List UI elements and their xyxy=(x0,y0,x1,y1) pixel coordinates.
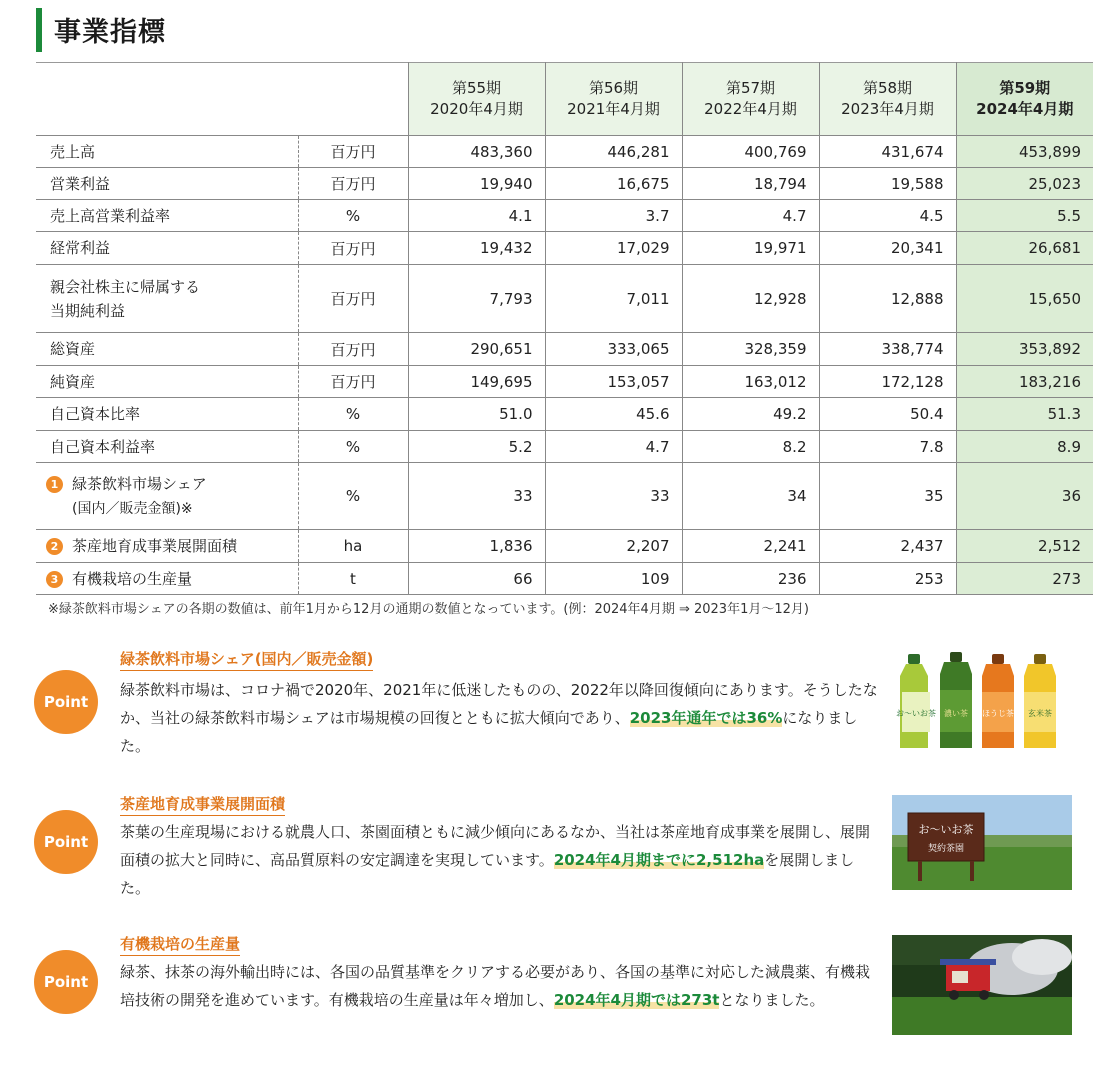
point-2-title: 茶産地育成事業展開面積 xyxy=(120,793,285,816)
row-label: 営業利益 xyxy=(36,168,298,200)
row-unit: % xyxy=(298,463,408,530)
cell-value: 333,065 xyxy=(545,333,682,366)
row-unit: t xyxy=(298,563,408,595)
cell-value: 483,360 xyxy=(408,136,545,168)
svg-text:ほうじ茶: ほうじ茶 xyxy=(982,709,1014,718)
header-blank xyxy=(36,63,408,136)
cell-value: 338,774 xyxy=(819,333,956,366)
cell-value: 18,794 xyxy=(682,168,819,200)
table-header-row xyxy=(36,63,1093,136)
bottle-dark-tea xyxy=(940,652,972,748)
row-label: 親会社株主に帰属する 当期純利益 xyxy=(36,265,298,333)
cell-value-current: 2,512 xyxy=(956,530,1093,563)
cell-value: 153,057 xyxy=(545,366,682,398)
bottle-green-tea xyxy=(896,654,936,748)
table-row xyxy=(36,431,1093,463)
marker-1-icon: 1 xyxy=(46,476,63,493)
point-1-section xyxy=(0,640,1100,780)
cell-value-current: 5.5 xyxy=(956,200,1093,232)
cell-value: 4.7 xyxy=(682,200,819,232)
tea-bottles-image xyxy=(896,646,1072,756)
svg-text:契約茶園: 契約茶園 xyxy=(927,844,965,854)
cell-value: 4.7 xyxy=(545,431,682,463)
row-label: 総資産 xyxy=(36,333,298,366)
point-2-highlight: 2024年4月期までに2,512ha xyxy=(553,851,765,869)
row-unit: 百万円 xyxy=(298,265,408,333)
row-unit: % xyxy=(298,398,408,431)
cell-value: 431,674 xyxy=(819,136,956,168)
cell-value: 109 xyxy=(545,563,682,595)
bottle-genmai-tea xyxy=(1024,654,1056,748)
cell-value: 12,928 xyxy=(682,265,819,333)
cell-value: 163,012 xyxy=(682,366,819,398)
cell-value: 236 xyxy=(682,563,819,595)
cell-value: 4.1 xyxy=(408,200,545,232)
kpi-table xyxy=(36,62,1093,595)
marker-2-icon: 2 xyxy=(46,538,63,555)
cell-value-current: 26,681 xyxy=(956,232,1093,265)
row-label: 自己資本比率 xyxy=(36,398,298,431)
cell-value: 3.7 xyxy=(545,200,682,232)
cell-value: 20,341 xyxy=(819,232,956,265)
row-unit: 百万円 xyxy=(298,366,408,398)
table-row xyxy=(36,168,1093,200)
cell-value: 19,432 xyxy=(408,232,545,265)
row-label: 自己資本利益率 xyxy=(36,431,298,463)
row-unit: 百万円 xyxy=(298,168,408,200)
bottle-hoji-tea xyxy=(982,654,1014,748)
cell-value-current: 353,892 xyxy=(956,333,1093,366)
point-3-badge: Point 3 xyxy=(34,950,98,1014)
cell-value: 253 xyxy=(819,563,956,595)
svg-text:お〜いお茶: お〜いお茶 xyxy=(918,823,974,836)
table-row xyxy=(36,265,1093,333)
cell-value: 19,940 xyxy=(408,168,545,200)
row-label: 2 茶産地育成事業展開面積 xyxy=(36,530,298,563)
tea-plantation-sign-image xyxy=(892,795,1072,890)
row-unit: 百万円 xyxy=(298,333,408,366)
cell-value-current: 8.9 xyxy=(956,431,1093,463)
cell-value: 19,971 xyxy=(682,232,819,265)
cell-value: 35 xyxy=(819,463,956,530)
point-3-title: 有機栽培の生産量 xyxy=(120,933,240,956)
cell-value: 33 xyxy=(545,463,682,530)
table-row xyxy=(36,232,1093,265)
cell-value: 16,675 xyxy=(545,168,682,200)
cell-value: 7.8 xyxy=(819,431,956,463)
page-title: 事業指標 xyxy=(54,17,166,48)
point-2-text: 茶葉の生産現場における就農人口、茶園面積ともに減少傾向にあるなか、当社は茶産地育成事業を展開し、展開面積の拡大と同時に、高品質原料の安定調達を実現しています。2024年4月期までに2,512haを展開しました。 xyxy=(120,823,871,897)
footnote: ※緑茶飲料市場シェアの各期の数値は、前年1月から12月の通期の数値となっています。(例：2024年4月期 ⇒ 2023年1月～12月) xyxy=(48,602,809,617)
cell-value-current: 15,650 xyxy=(956,265,1093,333)
cell-value: 172,128 xyxy=(819,366,956,398)
cell-value: 2,437 xyxy=(819,530,956,563)
cell-value: 66 xyxy=(408,563,545,595)
cell-value: 2,207 xyxy=(545,530,682,563)
cell-value-current: 51.3 xyxy=(956,398,1093,431)
cell-value: 7,011 xyxy=(545,265,682,333)
period-header-59: 第59期 2024年4月期 xyxy=(956,63,1093,136)
tea-harvester-image xyxy=(892,935,1072,1035)
cell-value: 51.0 xyxy=(408,398,545,431)
cell-value: 49.2 xyxy=(682,398,819,431)
cell-value: 17,029 xyxy=(545,232,682,265)
point-1-text: 緑茶飲料市場は、コロナ禍で2020年、2021年に低迷したものの、2022年以降回復傾向にあります。そうしたなか、当社の緑茶飲料市場シェアは市場規模の回復とともに拡大傾向であり、2023年通年では36%になりました。 xyxy=(120,681,878,755)
period-header-57: 第57期 2022年4月期 xyxy=(682,63,819,136)
cell-value: 50.4 xyxy=(819,398,956,431)
point-3-highlight: 2024年4月期では273t xyxy=(553,991,720,1009)
period-header-56: 第56期 2021年4月期 xyxy=(545,63,682,136)
point-2-badge: Point 2 xyxy=(34,810,98,874)
row-unit: 百万円 xyxy=(298,232,408,265)
cell-value: 1,836 xyxy=(408,530,545,563)
row-unit: ha xyxy=(298,530,408,563)
row-label: 純資産 xyxy=(36,366,298,398)
row-label: 1 緑茶飲料市場シェア (国内／販売金額)※ xyxy=(36,463,298,530)
cell-value: 4.5 xyxy=(819,200,956,232)
point-3-section xyxy=(0,925,1100,1065)
cell-value: 7,793 xyxy=(408,265,545,333)
point-3-text: 緑茶、抹茶の海外輸出時には、各国の品質基準をクリアする必要があり、各国の基準に対応した減農薬、有機栽培技術の開発を進めています。有機栽培の生産量は年々増加し、2024年4月期では273tとなりました。 xyxy=(120,963,871,1009)
cell-value: 19,588 xyxy=(819,168,956,200)
cell-value: 400,769 xyxy=(682,136,819,168)
table-row xyxy=(36,136,1093,168)
svg-text:玄米茶: 玄米茶 xyxy=(1028,709,1052,718)
row-label: 3 有機栽培の生産量 xyxy=(36,563,298,595)
point-1-badge: Point 1 xyxy=(34,670,98,734)
title-accent-bar xyxy=(36,8,42,52)
cell-value-current: 36 xyxy=(956,463,1093,530)
row-unit: % xyxy=(298,431,408,463)
cell-value: 2,241 xyxy=(682,530,819,563)
cell-value: 290,651 xyxy=(408,333,545,366)
row-unit: % xyxy=(298,200,408,232)
cell-value: 12,888 xyxy=(819,265,956,333)
row-unit: 百万円 xyxy=(298,136,408,168)
row-label: 経常利益 xyxy=(36,232,298,265)
table-row xyxy=(36,563,1093,595)
cell-value-current: 273 xyxy=(956,563,1093,595)
cell-value: 45.6 xyxy=(545,398,682,431)
cell-value: 328,359 xyxy=(682,333,819,366)
cell-value: 149,695 xyxy=(408,366,545,398)
cell-value-current: 25,023 xyxy=(956,168,1093,200)
table-row xyxy=(36,333,1093,366)
point-2-section xyxy=(0,785,1100,925)
cell-value: 33 xyxy=(408,463,545,530)
table-row xyxy=(36,463,1093,530)
cell-value: 446,281 xyxy=(545,136,682,168)
svg-text:お〜いお茶: お〜いお茶 xyxy=(896,709,936,718)
marker-3-icon: 3 xyxy=(46,571,63,588)
row-label: 売上高 xyxy=(36,136,298,168)
cell-value-current: 453,899 xyxy=(956,136,1093,168)
cell-value-current: 183,216 xyxy=(956,366,1093,398)
table-row xyxy=(36,398,1093,431)
point-1-title: 緑茶飲料市場シェア(国内／販売金額) xyxy=(120,648,373,671)
point-1-highlight: 2023年通年では36% xyxy=(629,709,783,727)
cell-value: 34 xyxy=(682,463,819,530)
svg-text:濃い茶: 濃い茶 xyxy=(944,709,968,718)
table-row xyxy=(36,530,1093,563)
table-row xyxy=(36,200,1093,232)
period-header-55: 第55期 2020年4月期 xyxy=(408,63,545,136)
cell-value: 8.2 xyxy=(682,431,819,463)
row-label: 売上高営業利益率 xyxy=(36,200,298,232)
table-row xyxy=(36,366,1093,398)
period-header-58: 第58期 2023年4月期 xyxy=(819,63,956,136)
cell-value: 5.2 xyxy=(408,431,545,463)
